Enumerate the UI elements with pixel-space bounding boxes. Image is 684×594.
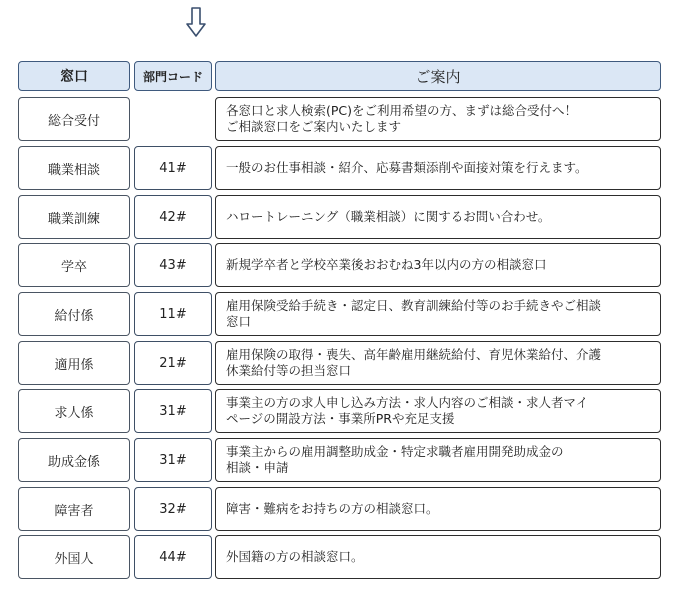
counter-name: 適用係	[54, 357, 94, 373]
department-code-cell	[134, 292, 212, 336]
guide-cell	[215, 243, 661, 287]
guide-cell	[215, 97, 661, 141]
header-code	[134, 61, 212, 91]
counter-name: 総合受付	[47, 113, 100, 129]
department-code: 44#	[159, 549, 187, 565]
counter-name-cell	[18, 146, 130, 190]
department-code-cell	[134, 243, 212, 287]
header-guide	[215, 61, 661, 91]
guide-text: ハロートレーニング（職業相談）に関するお問い合わせ。	[226, 209, 551, 224]
guide-text: 外国籍の方の相談窓口。	[226, 549, 364, 564]
guide-text: 雇用保険の取得・喪失、高年齢雇用継続給付、育児休業給付、介護 休業給付等の担当窓口	[226, 347, 602, 378]
counter-name-cell	[18, 341, 130, 385]
counter-name-cell	[18, 243, 130, 287]
header-code-label: 部門コード	[142, 69, 203, 84]
guide-text: 一般のお仕事相談・紹介、応募書類添削や面接対策を行えます。	[226, 160, 588, 175]
department-code-cell	[134, 195, 212, 239]
guide-cell	[215, 146, 661, 190]
department-code-cell	[134, 487, 212, 531]
counter-name-cell	[18, 389, 130, 433]
department-code-cell	[134, 146, 212, 190]
department-code: 21#	[159, 355, 187, 371]
department-code: 31#	[159, 452, 187, 468]
guide-text: 事業主の方の求人申し込み方法・求人内容のご相談・求人者マイ ページの開設方法・事業所PRや充足支援	[226, 395, 589, 426]
guide-text: 障害・難病をお持ちの方の相談窓口。	[226, 501, 439, 516]
guide-cell	[215, 195, 661, 239]
department-code: 42#	[159, 209, 187, 225]
guide-text: 各窓口と求人検索(PC)をご利用希望の方、まずは総合受付へ！ ご相談窓口をご案内いたします	[226, 103, 578, 134]
counter-name-cell	[18, 97, 130, 141]
guide-cell	[215, 389, 661, 433]
down-arrow-icon	[185, 6, 207, 38]
department-code: 11#	[159, 306, 187, 322]
guide-cell	[215, 438, 661, 482]
header-guide-label: ご案内	[415, 67, 461, 86]
department-code: 43#	[159, 257, 187, 273]
counter-name: 職業相談	[47, 162, 100, 178]
department-code: 32#	[159, 501, 187, 517]
counter-name: 外国人	[54, 551, 94, 567]
guide-text: 雇用保険受給手続き・認定日、教育訓練給付等のお手続きやご相談 窓口	[226, 298, 602, 329]
guide-cell	[215, 535, 661, 579]
header-window-label: 窓口	[60, 69, 88, 85]
counter-name-cell	[18, 195, 130, 239]
guide-cell	[215, 341, 661, 385]
department-code-cell	[134, 341, 212, 385]
counter-name-cell	[18, 487, 130, 531]
counter-name-cell	[18, 292, 130, 336]
guide-cell	[215, 292, 661, 336]
department-code: 41#	[159, 160, 187, 176]
department-code-cell	[134, 389, 212, 433]
counter-name: 障害者	[54, 503, 94, 519]
department-code: 31#	[159, 403, 187, 419]
guide-text: 新規学卒者と学校卒業後おおむね3年以内の方の相談窓口	[226, 257, 547, 272]
counter-name-cell	[18, 535, 130, 579]
counter-name: 職業訓練	[47, 211, 100, 227]
counter-name: 学卒	[60, 259, 87, 275]
guide-text: 事業主からの雇用調整助成金・特定求職者雇用開発助成金の 相談・申請	[226, 444, 564, 475]
guide-cell	[215, 487, 661, 531]
department-code-cell	[134, 438, 212, 482]
counter-name: 給付係	[54, 308, 94, 324]
counter-name: 助成金係	[47, 454, 100, 470]
counter-name: 求人係	[54, 405, 94, 421]
counter-name-cell	[18, 438, 130, 482]
department-code-cell	[134, 535, 212, 579]
header-window	[18, 61, 130, 91]
